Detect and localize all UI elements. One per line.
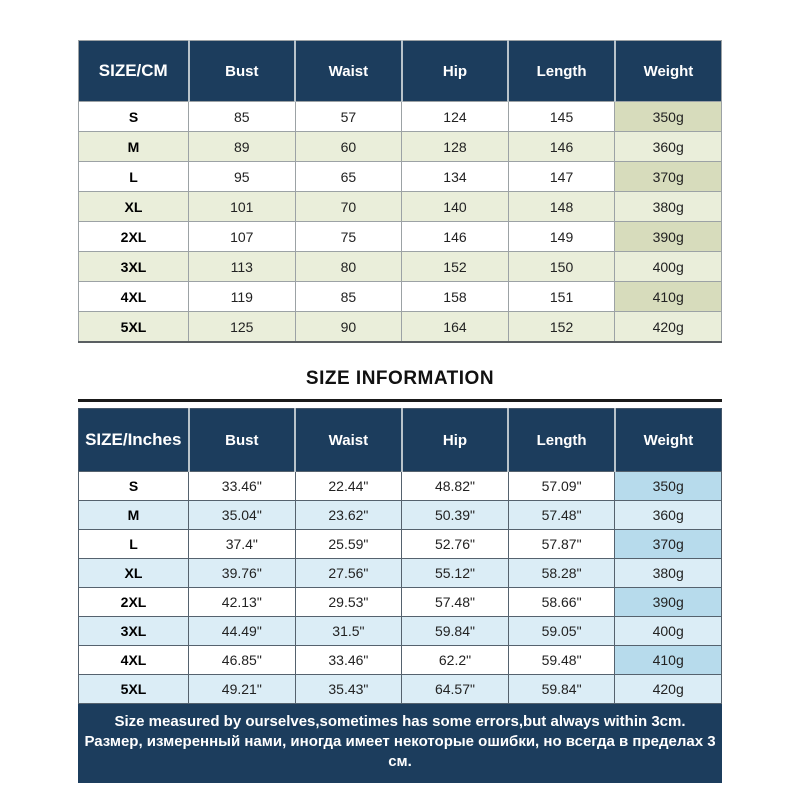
cell-size: XL [79,192,189,222]
table-row [79,472,722,501]
measurement-note [78,704,722,783]
cell-waist: 27.56" [295,559,402,588]
cell-bust: 89 [189,132,296,162]
cell-bust: 101 [189,192,296,222]
cell-size: 4XL [79,646,189,675]
cell-waist: 90 [295,312,402,343]
cell-length: 149 [508,222,615,252]
cell-size: 2XL [79,222,189,252]
table-row [79,312,722,343]
cell-size: 4XL [79,282,189,312]
cell-weight: 400g [615,617,722,646]
cell-hip: 134 [402,162,509,192]
cell-weight: 410g [615,646,722,675]
measurement-note-ru: Размер, измеренный нами, иногда имеет некоторые ошибки, но всегда в пределах 3 см. [84,733,716,770]
cell-size: 3XL [79,617,189,646]
table-header-row [79,409,722,472]
cell-waist: 25.59" [295,530,402,559]
cell-size: L [79,530,189,559]
cell-hip: 152 [402,252,509,282]
table-row [79,192,722,222]
cell-size: 2XL [79,588,189,617]
cell-bust: 44.49" [189,617,296,646]
cell-weight: 360g [615,132,722,162]
cell-length: 57.87" [508,530,615,559]
cell-length: 59.05" [508,617,615,646]
header-cell-waist: Waist [295,409,402,472]
cell-bust: 107 [189,222,296,252]
cell-hip: 128 [402,132,509,162]
header-cell-waist: Waist [295,41,402,102]
cell-bust: 46.85" [189,646,296,675]
cell-hip: 64.57" [402,675,509,704]
cell-weight: 390g [615,588,722,617]
cell-size: 5XL [79,312,189,343]
cell-bust: 119 [189,282,296,312]
cell-weight: 370g [615,530,722,559]
cell-waist: 22.44" [295,472,402,501]
cell-length: 151 [508,282,615,312]
cell-length: 152 [508,312,615,343]
cell-length: 148 [508,192,615,222]
cell-hip: 146 [402,222,509,252]
cell-weight: 420g [615,675,722,704]
cell-waist: 57 [295,102,402,132]
cell-waist: 85 [295,282,402,312]
header-cell-hip: Hip [402,409,509,472]
cell-length: 146 [508,132,615,162]
cell-waist: 65 [295,162,402,192]
cell-size: L [79,162,189,192]
cell-bust: 42.13" [189,588,296,617]
cell-hip: 158 [402,282,509,312]
cell-hip: 52.76" [402,530,509,559]
cell-length: 59.84" [508,675,615,704]
table-row [79,282,722,312]
cell-waist: 80 [295,252,402,282]
cell-waist: 31.5" [295,617,402,646]
table-row [79,675,722,704]
cell-length: 57.48" [508,501,615,530]
table-row [79,162,722,192]
cell-weight: 370g [615,162,722,192]
cell-weight: 380g [615,559,722,588]
size-information-title: SIZE INFORMATION [305,368,495,389]
cell-bust: 95 [189,162,296,192]
cell-size: S [79,102,189,132]
cell-bust: 49.21" [189,675,296,704]
cell-waist: 75 [295,222,402,252]
cell-waist: 70 [295,192,402,222]
cell-hip: 59.84" [402,617,509,646]
cell-length: 58.66" [508,588,615,617]
cell-size: M [79,501,189,530]
cell-hip: 50.39" [402,501,509,530]
table-row [79,559,722,588]
header-cell-bust: Bust [189,41,296,102]
cell-hip: 140 [402,192,509,222]
cell-bust: 113 [189,252,296,282]
measurement-note-en: Size measured by ourselves,sometimes has some errors,but always within 3cm. [114,713,686,730]
cell-waist: 29.53" [295,588,402,617]
cell-waist: 35.43" [295,675,402,704]
header-cell-length: Length [508,41,615,102]
table-row [79,588,722,617]
divider-line [78,399,722,402]
cell-length: 150 [508,252,615,282]
cell-length: 57.09" [508,472,615,501]
table-row [79,530,722,559]
table-row [79,617,722,646]
cell-weight: 420g [615,312,722,343]
cell-bust: 37.4" [189,530,296,559]
cell-weight: 400g [615,252,722,282]
cell-size: 5XL [79,675,189,704]
size-cm-table [78,40,722,343]
cell-weight: 350g [615,102,722,132]
header-cell-length: Length [508,409,615,472]
cell-size: M [79,132,189,162]
cell-size: 3XL [79,252,189,282]
header-cell-bust: Bust [189,409,296,472]
cell-weight: 350g [615,472,722,501]
cell-weight: 410g [615,282,722,312]
header-cell-weight: Weight [615,41,722,102]
cell-waist: 60 [295,132,402,162]
cell-bust: 39.76" [189,559,296,588]
size-inches-table [78,408,722,704]
table-row [79,222,722,252]
size-chart-page [78,0,722,783]
cell-length: 58.28" [508,559,615,588]
cell-bust: 125 [189,312,296,343]
cell-hip: 57.48" [402,588,509,617]
cell-hip: 55.12" [402,559,509,588]
table-row [79,646,722,675]
table-row [79,252,722,282]
header-cell-hip: Hip [402,41,509,102]
cell-length: 145 [508,102,615,132]
table-header-row [79,41,722,102]
cell-hip: 62.2" [402,646,509,675]
header-cell-size-cm: SIZE/CM [79,41,189,102]
table-row [79,132,722,162]
cell-waist: 23.62" [295,501,402,530]
cell-weight: 380g [615,192,722,222]
header-cell-weight: Weight [615,409,722,472]
table-row [79,501,722,530]
cell-weight: 390g [615,222,722,252]
cell-bust: 33.46" [189,472,296,501]
table-row [79,102,722,132]
cell-bust: 85 [189,102,296,132]
cell-size: XL [79,559,189,588]
cell-weight: 360g [615,501,722,530]
header-cell-size-inches: SIZE/Inches [79,409,189,472]
cell-size: S [79,472,189,501]
cell-hip: 48.82" [402,472,509,501]
cell-hip: 124 [402,102,509,132]
cell-length: 59.48" [508,646,615,675]
cell-bust: 35.04" [189,501,296,530]
cell-waist: 33.46" [295,646,402,675]
cell-length: 147 [508,162,615,192]
cell-hip: 164 [402,312,509,343]
